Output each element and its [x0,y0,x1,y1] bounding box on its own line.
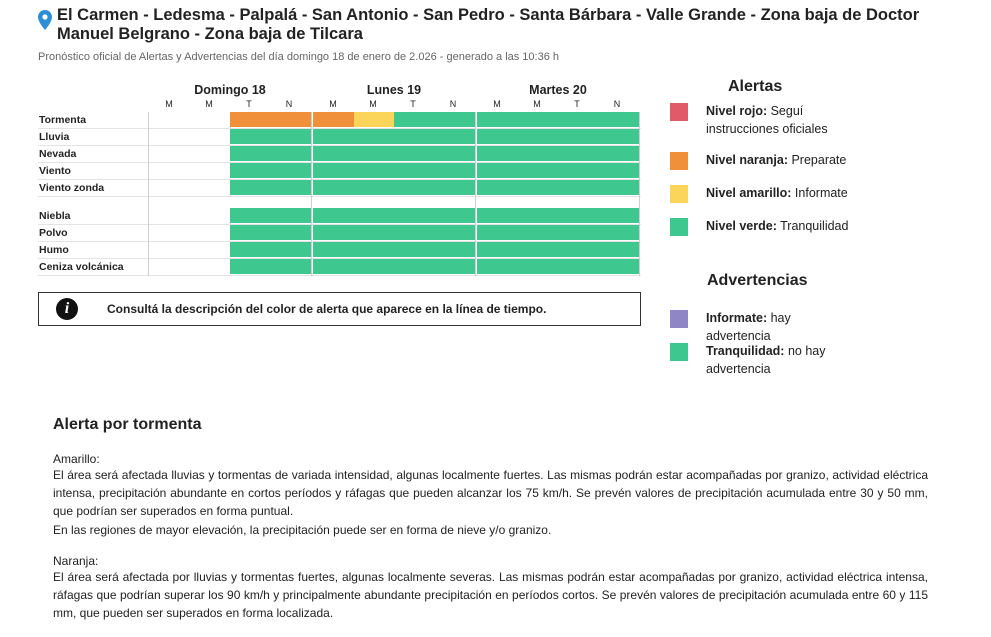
timeline-cell-green [435,146,476,161]
day-headers [38,83,641,99]
timeline-row [38,242,641,259]
timeline-cell-green [230,242,271,257]
timeline-row [38,129,641,146]
column-divider [148,112,149,276]
timeline-cell-green [230,129,271,144]
timeline-cell-green [477,208,518,223]
timeline-cell-green [230,208,271,223]
orange-description: El área será afectada por lluvias y tormentas fuertes, algunas localmente severas. Las mismas podrán estar acompañadas por granizo, actividad eléctrica intensa, ráfagas que podrían superar los 90 km/h y principalmente abundante precipitación en períodos cortos. Se prevén valores de precipitación acumulada entre 60 y 115 mm, que pueden ser superados en forma localizada. [53,569,928,621]
yellow-level-label: Amarillo: [53,452,100,466]
hazard-label: Viento zonda [39,182,105,194]
timeline-row [38,163,641,180]
timeline-cell-green [354,129,395,144]
timeline-cell-green [394,112,435,127]
timeline-cell-green [313,225,354,240]
legend-item [670,309,960,345]
timeline-cell-none [190,180,231,195]
legend-swatch [670,218,688,236]
timeline-cell-green [558,146,599,161]
legend-level-name: Informate: [706,311,768,325]
timeline-cell-green [599,208,640,223]
timeline-cell-green [394,180,435,195]
timeline-cell-none [149,208,190,223]
timeline-cell-green [354,180,395,195]
timeline-cell-green [271,225,312,240]
time-slot-label: M [369,99,377,109]
timeline-cell-green [313,146,354,161]
timeline-cell-orange [230,112,271,127]
timeline-cell-none [149,129,190,144]
timeline-cell-green [558,208,599,223]
legend-level-meaning: Tranquilidad [776,219,849,233]
timeline-cell-green [271,146,312,161]
legend-level-name: Tranquilidad: [706,344,785,358]
legend-swatch [670,152,688,170]
timeline-cell-green [435,242,476,257]
timeline-cell-none [149,146,190,161]
timeline-cell-green [477,225,518,240]
timeline-cell-green [558,225,599,240]
timeline-cell-orange [271,112,312,127]
legend-level-meaning: no hay advertencia [706,344,826,376]
timeline-cell-green [558,163,599,178]
timeline-cell-none [190,242,231,257]
timeline-cell-green [599,163,640,178]
timeline-cell-none [190,129,231,144]
timeline-cell-none [149,112,190,127]
timeline-cell-none [190,208,231,223]
time-slot-label: M [533,99,541,109]
timeline-cell-yellow [354,112,395,127]
hazard-label: Tormenta [39,114,87,126]
timeline-row [38,146,641,163]
timeline-cell-none [149,180,190,195]
timeline-cell-green [518,259,559,274]
timeline-cell-green [313,129,354,144]
timeline-cell-none [190,163,231,178]
title-row [38,6,958,44]
storm-alert-section [53,416,928,622]
yellow-description: El área será afectada lluvias y tormentas de variada intensidad, algunas localmente fuertes. Las mismas podrán estar acompañadas por granizo, actividad eléctrica intensa, precipitación abundante en cortos períodos y ráfagas que pueden alcanzar los 75 km/h. Se prevén valores de precipitación acumulada entre 30 y 50 mm, que podrían ser superados en forma puntual. [53,468,928,519]
timeline-cell-green [599,146,640,161]
timeline-cell-none [149,259,190,274]
legend-level-meaning: hay advertencia [706,311,791,343]
timeline-cell-green [518,112,559,127]
timeline-cell-green [558,242,599,257]
column-divider [311,112,312,276]
timeline-cell-green [477,129,518,144]
timeline-rows [38,112,641,276]
timeline-row [38,259,641,276]
info-box [38,292,641,326]
timeline-cell-green [230,146,271,161]
hazard-label: Nevada [39,148,77,160]
time-slot-label: M [205,99,213,109]
timeline-cell-green [558,112,599,127]
warnings-title: Advertencias [707,272,808,289]
section-title: Alerta por tormenta [53,416,202,433]
hazard-label: Polvo [39,227,68,239]
timeline-cell-green [394,146,435,161]
timeline-cell-green [435,225,476,240]
timeline-cell-green [558,129,599,144]
timeline-cell-none [190,112,231,127]
time-slot-label: T [410,99,416,109]
yellow-extra-description: En las regiones de mayor elevación, la precipitación puede ser en forma de nieve y/o granizo. [53,522,552,537]
timeline-cell-green [313,208,354,223]
alert-timeline [38,83,641,276]
legend-level-meaning: Seguí instrucciones oficiales [706,104,828,136]
timeline-cell-green [394,242,435,257]
hazard-label: Viento [39,165,71,177]
timeline-cell-green [599,129,640,144]
timeline-cell-green [230,180,271,195]
hazard-label: Ceniza volcánica [39,261,124,273]
legend-text [706,342,836,378]
timeline-cell-green [518,129,559,144]
legend-level-name: Nivel naranja: [706,153,788,167]
timeline-cell-green [435,112,476,127]
time-slot-label: T [246,99,252,109]
timeline-cell-green [271,259,312,274]
timeline-cell-green [599,225,640,240]
timeline-cell-green [477,112,518,127]
timeline-cell-green [599,180,640,195]
orange-level-label: Naranja: [53,553,99,568]
page-subtitle: Pronóstico oficial de Alertas y Advertencias del día domingo 18 de enero de 2.026 - generado a las 10:36 h [38,51,560,63]
timeline-cell-green [477,180,518,195]
timeline-cell-green [394,208,435,223]
timeline-cell-green [435,259,476,274]
legend-text [706,217,876,235]
timeline-cell-green [230,163,271,178]
timeline-cell-green [599,259,640,274]
legend-item [670,217,960,236]
timeline-cell-green [313,180,354,195]
timeline-cell-green [271,129,312,144]
legend-level-meaning: Informate [791,186,848,200]
timeline-cell-green [354,225,395,240]
timeline-cell-green [518,208,559,223]
timeline-cell-none [190,146,231,161]
timeline-cell-green [599,242,640,257]
timeline-cell-green [354,259,395,274]
time-slot-label: N [285,99,293,109]
timeline-cell-green [477,259,518,274]
hazard-label: Humo [39,244,69,256]
legend-level-name: Nivel amarillo: [706,186,792,200]
legend-text [706,102,836,138]
timeline-cell-green [518,225,559,240]
timeline-cell-green [599,112,640,127]
hazard-label: Niebla [39,210,71,222]
timeline-cell-green [230,259,271,274]
timeline-cell-green [394,259,435,274]
timeline-cell-green [435,163,476,178]
day-header: Martes 20 [529,83,587,97]
timeline-cell-green [558,259,599,274]
time-slot-label: M [493,99,501,109]
timeline-cell-green [354,242,395,257]
legend-item [670,342,960,378]
legend-item [670,184,960,203]
legend-level-meaning: Preparate [787,153,847,167]
timeline-cell-green [394,163,435,178]
time-slot-row [38,99,641,112]
timeline-cell-green [518,163,559,178]
timeline-cell-green [313,259,354,274]
timeline-cell-green [271,180,312,195]
timeline-row [38,180,641,197]
page-header [38,6,958,63]
time-slot-label: T [574,99,580,109]
timeline-cell-green [518,180,559,195]
timeline-cell-green [354,146,395,161]
timeline-cell-none [149,225,190,240]
timeline-cell-green [354,163,395,178]
time-slot-label: N [449,99,457,109]
timeline-cell-green [435,208,476,223]
timeline-cell-green [558,180,599,195]
legend-text [706,309,836,345]
row-group-gap [38,197,641,208]
timeline-cell-green [518,242,559,257]
timeline-row [38,208,641,225]
legend-item [670,151,960,170]
column-divider [639,112,640,276]
timeline-cell-green [394,225,435,240]
alerts-title: Alertas [728,78,783,95]
legend-level-name: Nivel rojo: [706,104,768,118]
legend-swatch [670,185,688,203]
page-title: El Carmen - Ledesma - Palpalá - San Antonio - San Pedro - Santa Bárbara - Valle Grande - Zona baja de Doctor Manuel Belgrano - Zona baja de Tilcara [57,6,920,43]
timeline-cell-none [149,242,190,257]
legend-text [706,184,876,202]
day-header: Domingo 18 [194,83,266,97]
legend-item [670,102,960,138]
timeline-cell-green [271,208,312,223]
timeline-cell-none [190,225,231,240]
timeline-cell-green [230,225,271,240]
timeline-cell-green [354,208,395,223]
info-text: Consultá la descripción del color de alerta que aparece en la línea de tiempo. [107,302,547,316]
legend-swatch [670,103,688,121]
timeline-cell-none [149,163,190,178]
legend-text [706,151,876,169]
column-divider [475,112,476,276]
timeline-row [38,225,641,242]
timeline-cell-green [477,163,518,178]
timeline-cell-none [190,259,231,274]
map-pin-icon [38,10,52,30]
timeline-cell-orange [313,112,354,127]
timeline-cell-green [313,163,354,178]
time-slot-label: M [165,99,173,109]
legend-level-name: Nivel verde: [706,219,777,233]
info-icon: i [56,298,78,320]
timeline-cell-green [435,129,476,144]
day-header: Lunes 19 [366,83,422,97]
timeline-cell-green [518,146,559,161]
timeline-cell-green [313,242,354,257]
timeline-cell-green [477,146,518,161]
timeline-cell-green [271,163,312,178]
timeline-cell-green [394,129,435,144]
legend-swatch [670,343,688,361]
time-slot-label: N [613,99,621,109]
hazard-label: Lluvia [39,131,70,143]
timeline-row [38,112,641,129]
timeline-cell-green [477,242,518,257]
timeline-cell-green [271,242,312,257]
time-slot-label: M [329,99,337,109]
timeline-cell-green [435,180,476,195]
legend-swatch [670,310,688,328]
